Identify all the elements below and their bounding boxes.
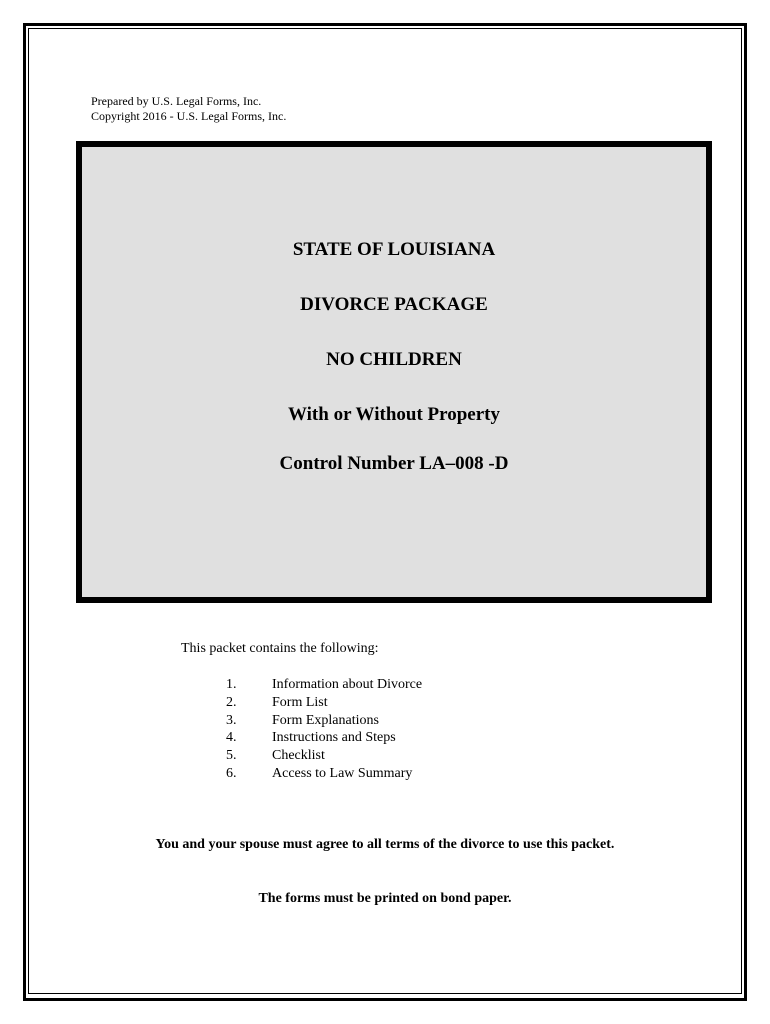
title-box xyxy=(76,141,712,603)
prepared-by-text: Prepared by U.S. Legal Forms, Inc. xyxy=(91,94,262,108)
list-item-label: Information about Divorce xyxy=(272,677,423,692)
control-number: Control Number LA–008 -D xyxy=(279,453,509,474)
contents-list xyxy=(226,676,422,783)
list-item-number: 6. xyxy=(226,765,237,781)
list-item xyxy=(226,676,422,694)
list-item-number: 5. xyxy=(226,748,237,764)
contents-intro: This packet contains the following: xyxy=(181,641,379,656)
list-item-number: 4. xyxy=(226,730,237,746)
list-item-label: Access to Law Summary xyxy=(272,765,413,781)
list-item-label: Checklist xyxy=(272,748,325,764)
package-title: DIVORCE PACKAGE xyxy=(300,294,488,315)
list-item xyxy=(226,765,422,783)
list-item xyxy=(226,729,422,747)
state-title: STATE OF LOUISIANA xyxy=(292,239,496,260)
paper-notice: The forms must be printed on bond paper. xyxy=(258,891,512,906)
list-item xyxy=(226,712,422,730)
list-item-number: 1. xyxy=(226,677,237,692)
list-item xyxy=(226,694,422,712)
preparer-block xyxy=(91,94,286,124)
property-title: With or Without Property xyxy=(287,404,500,425)
list-item-label: Form Explanations xyxy=(272,712,379,728)
list-item-label: Form List xyxy=(272,694,328,710)
list-item-label: Instructions and Steps xyxy=(272,730,396,746)
list-item xyxy=(226,747,422,765)
list-item-number: 3. xyxy=(226,712,237,728)
list-item-number: 2. xyxy=(226,694,237,710)
children-title: NO CHILDREN xyxy=(326,349,462,370)
agreement-notice: You and your spouse must agree to all terms of the divorce to use this packet. xyxy=(155,837,615,852)
copyright-text: Copyright 2016 - U.S. Legal Forms, Inc. xyxy=(91,109,287,123)
